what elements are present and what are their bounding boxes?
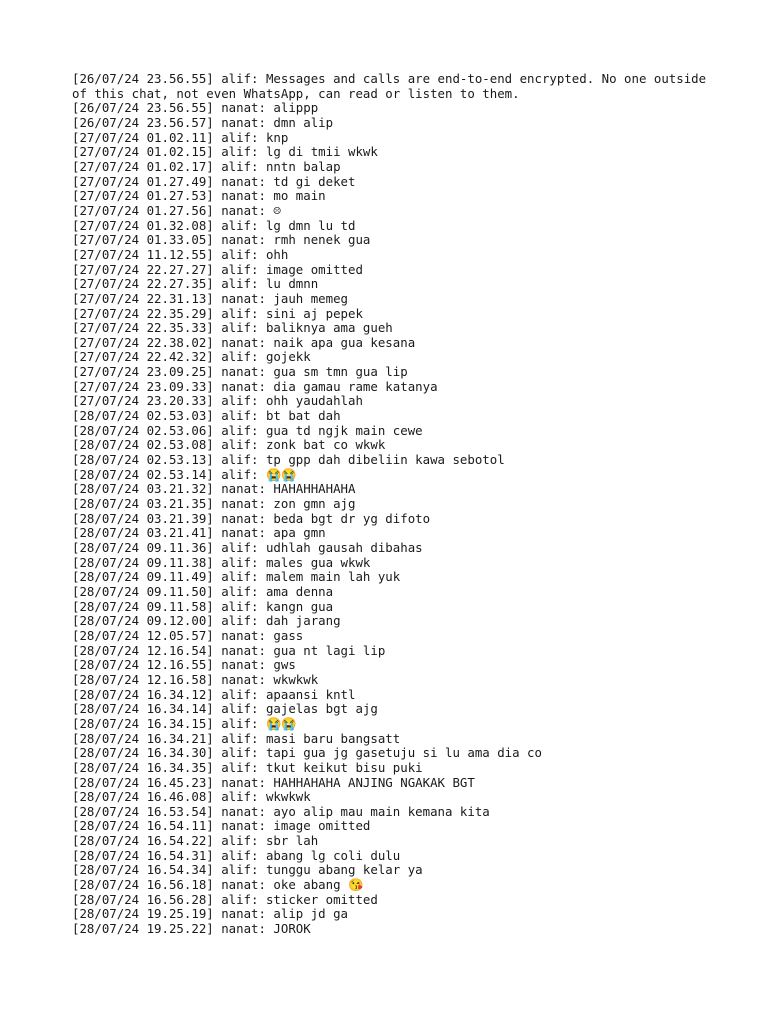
chat-message-line: [27/07/24 23.20.33] alif: ohh yaudahlah [72,393,363,409]
chat-message-line: [27/07/24 22.38.02] nanat: naik apa gua kesana [72,334,416,350]
chat-message-line: [28/07/24 12.16.54] nanat: gua nt lagi lip [72,642,386,658]
chat-message-line: [28/07/24 09.12.00] alif: dah jarang [72,613,341,629]
chat-message-line: [28/07/24 02.53.06] alif: gua td ngjk main cewe [72,422,423,438]
chat-message-line: [28/07/24 16.34.21] alif: masi baru bangsatt [72,730,401,746]
chat-message-line: [28/07/24 16.45.23] nanat: HAHHAHAHA ANJING NGAKAK BGT [72,774,475,790]
chat-message-line: [27/07/24 01.02.11] alif: knp [72,129,289,145]
chat-message-line: [27/07/24 22.35.29] alif: sini aj pepek [72,305,363,321]
chat-message-line: [28/07/24 16.54.34] alif: tunggu abang kelar ya [72,862,423,878]
chat-message-line: [28/07/24 12.16.55] nanat: gws [72,657,296,673]
chat-message-line: [27/07/24 01.33.05] nanat: rmh nenek gua [72,232,371,248]
chat-message-line: [28/07/24 19.25.22] nanat: JOROK [72,921,311,937]
chat-message-line: [28/07/24 16.34.14] alif: gajelas bgt ajg [72,701,378,717]
chat-message-line: [28/07/24 12.16.58] nanat: wkwkwk [72,671,319,687]
chat-message-line: [27/07/24 01.27.56] nanat: ☹ [72,202,281,218]
chat-message-line: [28/07/24 16.54.22] alif: sbr lah [72,833,319,849]
chat-message-line: [27/07/24 22.31.13] nanat: jauh memeg [72,290,349,306]
chat-message-line: [28/07/24 09.11.38] alif: males gua wkwk [72,554,371,570]
chat-message-line: [27/07/24 23.09.33] nanat: dia gamau rame katanya [72,378,438,394]
chat-message-line: [28/07/24 16.54.11] nanat: image omitted [72,818,371,834]
chat-message-line: [26/07/24 23.56.55] alif: Messages and calls are end-to-end encrypted. No one outside of this chat, not even WhatsApp, can read or listen to them. [72,71,714,101]
chat-transcript [72,72,712,937]
chat-message-line: [28/07/24 12.05.57] nanat: gass [72,627,304,643]
chat-message-line: [27/07/24 22.42.32] alif: gojekk [72,349,311,365]
chat-message-line: [28/07/24 03.21.35] nanat: zon gmn ajg [72,496,356,512]
chat-message-line: [28/07/24 09.11.50] alif: ama denna [72,583,334,599]
chat-message-line: [27/07/24 01.02.15] alif: lg di tmii wkwk [72,144,378,160]
chat-message-line: [27/07/24 01.27.49] nanat: td gi deket [72,173,356,189]
chat-message-line: [26/07/24 23.56.55] nanat: alippp [72,100,319,116]
chat-message-line: [28/07/24 02.53.08] alif: zonk bat co wkwk [72,437,386,453]
chat-message-line: [28/07/24 16.56.28] alif: sticker omitted [72,891,378,907]
chat-message-line: [28/07/24 09.11.49] alif: malem main lah yuk [72,569,401,585]
chat-message-line: [28/07/24 19.25.19] nanat: alip jd ga [72,906,349,922]
chat-message-line: [27/07/24 23.09.25] nanat: gua sm tmn gua lip [72,364,408,380]
chat-message-line: [28/07/24 09.11.36] alif: udhlah gausah dibahas [72,540,423,555]
chat-message-line: [28/07/24 16.54.31] alif: abang lg coli dulu [72,847,401,863]
chat-message-line: [27/07/24 22.35.33] alif: baliknya ama gueh [72,320,393,336]
chat-message-line: [27/07/24 22.27.27] alif: image omitted [72,261,363,277]
chat-message-line: [28/07/24 03.21.39] nanat: beda bgt dr yg difoto [72,510,431,526]
chat-message-line: [28/07/24 03.21.41] nanat: apa gmn [72,525,326,541]
chat-message-line: [28/07/24 16.46.08] alif: wkwkwk [72,789,311,805]
chat-message-line: [27/07/24 01.02.17] alif: nntn balap [72,158,341,174]
chat-message-line: [27/07/24 22.27.35] alif: lu dmnn [72,276,319,292]
chat-message-line: [28/07/24 03.21.32] nanat: HAHAHHAHAHA [72,481,356,497]
chat-message-line: [28/07/24 16.53.54] nanat: ayo alip mau main kemana kita [72,803,490,819]
chat-message-line: [28/07/24 02.53.13] alif: tp gpp dah dibeliin kawa sebotol [72,452,505,468]
chat-message-line: [28/07/24 16.34.35] alif: tkut keikut bisu puki [72,759,423,775]
chat-message-line: [28/07/24 02.53.03] alif: bt bat dah [72,408,341,424]
chat-message-line: [28/07/24 16.34.30] alif: tapi gua jg gasetuju si lu ama dia co [72,745,542,761]
chat-message-line: [27/07/24 01.32.08] alif: lg dmn lu td [72,217,356,233]
chat-message-line: [26/07/24 23.56.57] nanat: dmn alip [72,114,334,130]
chat-message-line: [28/07/24 02.53.14] alif: 😭😭 [72,466,297,482]
chat-message-line: [28/07/24 16.34.15] alif: 😭😭 [72,715,297,731]
chat-message-line: [27/07/24 01.27.53] nanat: mo main [72,188,326,204]
chat-message-line: [28/07/24 16.34.12] alif: apaansi kntl [72,686,356,702]
chat-message-line: [28/07/24 09.11.58] alif: kangn gua [72,598,334,614]
chat-message-line: [27/07/24 11.12.55] alif: ohh [72,246,289,262]
chat-message-line: [28/07/24 16.56.18] nanat: oke abang 😘 [72,877,364,893]
